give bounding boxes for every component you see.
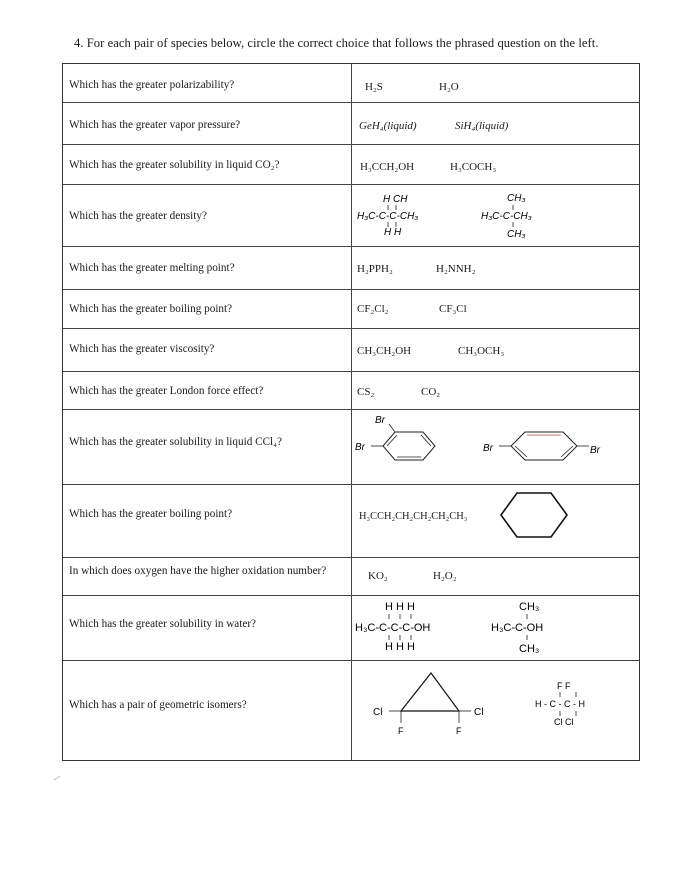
choice-b[interactable]: H₂NNH₂ — [436, 263, 476, 275]
table-row — [63, 485, 639, 558]
table-row — [63, 185, 639, 247]
table-row — [63, 103, 639, 145]
bromo-label: Br — [483, 443, 493, 454]
table-row — [63, 372, 639, 410]
question-text: In which does oxygen have the higher oxidation number? — [69, 565, 327, 577]
question-text: Which has the greater solubility in liquid CCl₄? — [69, 436, 283, 448]
chloro-label: Cl — [474, 707, 484, 718]
choice-a[interactable]: KO₂ — [368, 570, 388, 582]
choice-b[interactable]: SiH₄(liquid) — [455, 120, 509, 132]
table-row — [63, 558, 639, 596]
bromo-label: Br — [590, 445, 600, 456]
choice-a[interactable]: CH₃CH₂OH — [357, 345, 412, 357]
structure-main-label: H₃C-C-C-CH₃ — [357, 211, 419, 222]
structure-bottom-label: CH₃ — [507, 229, 526, 240]
structure-main-label: H - C - C - H — [535, 699, 585, 709]
dichloro-difluoroethane[interactable] — [533, 661, 633, 760]
choice-a[interactable]: CS₂ — [357, 386, 375, 398]
pencil-mark — [54, 775, 62, 781]
ortho-dibromobenzene[interactable] — [355, 415, 435, 460]
choice-b[interactable]: H₃COCH₃ — [450, 161, 497, 173]
structure-bottom-label: CH₃ — [519, 643, 540, 655]
structure-main-label: H₃C-C-CH₃ — [481, 211, 532, 222]
question-text: Which has the greater viscosity? — [69, 343, 215, 355]
structure-top-label: CH₃ — [507, 193, 526, 204]
structure-top-label: H H H — [385, 601, 415, 613]
fluoro-label: F — [456, 726, 462, 736]
table-row — [63, 410, 639, 485]
question-text: Which has the greater London force effect? — [69, 385, 264, 397]
chloro-label: Cl — [373, 707, 383, 718]
question-text: Which has the greater density? — [69, 210, 207, 222]
choice-b[interactable]: H₂O — [439, 81, 459, 93]
structure-top-label: F F — [557, 681, 571, 691]
table-row — [63, 247, 639, 290]
question-table — [62, 63, 640, 761]
bromo-label: Br — [375, 415, 385, 426]
question-text: Which has the greater boiling point? — [69, 303, 233, 315]
para-dibromobenzene[interactable] — [483, 432, 601, 460]
question-text: Which has the greater boiling point? — [69, 508, 233, 520]
structure-choices — [353, 410, 643, 485]
choice-b[interactable]: CO₂ — [421, 386, 441, 398]
question-text: Which has a pair of geometric isomers? — [69, 699, 247, 711]
table-row — [63, 596, 639, 661]
choice-a[interactable]: GeH₄(liquid) — [359, 120, 417, 132]
table-row — [63, 145, 639, 185]
structure-choice-b[interactable] — [483, 596, 583, 661]
structure-choice-a[interactable] — [353, 185, 463, 247]
question-text: Which has the greater melting point? — [69, 262, 235, 274]
structure-main-label: H₃C-C-OH — [491, 622, 544, 634]
question-text: Which has the greater solubility in water? — [69, 618, 257, 630]
choice-a[interactable]: H₂S — [365, 81, 383, 93]
structure-bottom-label: H H H — [385, 641, 415, 653]
cyclohexane-structure[interactable] — [493, 485, 583, 558]
table-row — [63, 661, 639, 760]
choice-a[interactable]: H₃CCH₂CH₂CH₂CH₂CH₃ — [359, 511, 468, 522]
choice-a[interactable]: H₂PPH₂ — [357, 263, 393, 275]
choice-b[interactable]: H₂O₂ — [433, 570, 457, 582]
structure-choice-b[interactable] — [473, 185, 583, 247]
structure-top-label: CH₃ — [519, 601, 540, 613]
structure-bottom-label: Cl Cl — [554, 717, 574, 727]
table-row — [63, 64, 639, 103]
structure-top-label: H CH — [383, 194, 408, 205]
table-row — [63, 290, 639, 329]
difluoro-dichloro-cyclopropane[interactable] — [353, 661, 503, 760]
structure-bottom-label: H H — [384, 227, 402, 238]
question-text: Which has the greater solubility in liquid CO₂? — [69, 159, 280, 171]
choice-a[interactable]: CF₂Cl₂ — [357, 303, 389, 315]
question-instruction: 4. For each pair of species below, circle the correct choice that follows the phrased question on the left. — [74, 36, 599, 50]
structure-main-label: H₃C-C-C-C-OH — [355, 622, 431, 634]
question-text: Which has the greater vapor pressure? — [69, 119, 241, 131]
choice-b[interactable]: CF₃Cl — [439, 303, 467, 315]
question-text: Which has the greater polarizability? — [69, 79, 235, 91]
bromo-label: Br — [355, 442, 365, 453]
table-row — [63, 329, 639, 372]
choice-a[interactable]: H₃CCH₂OH — [360, 161, 415, 173]
structure-choice-a[interactable] — [353, 596, 463, 661]
fluoro-label: F — [398, 726, 404, 736]
choice-b[interactable]: CH₃OCH₃ — [458, 345, 505, 357]
